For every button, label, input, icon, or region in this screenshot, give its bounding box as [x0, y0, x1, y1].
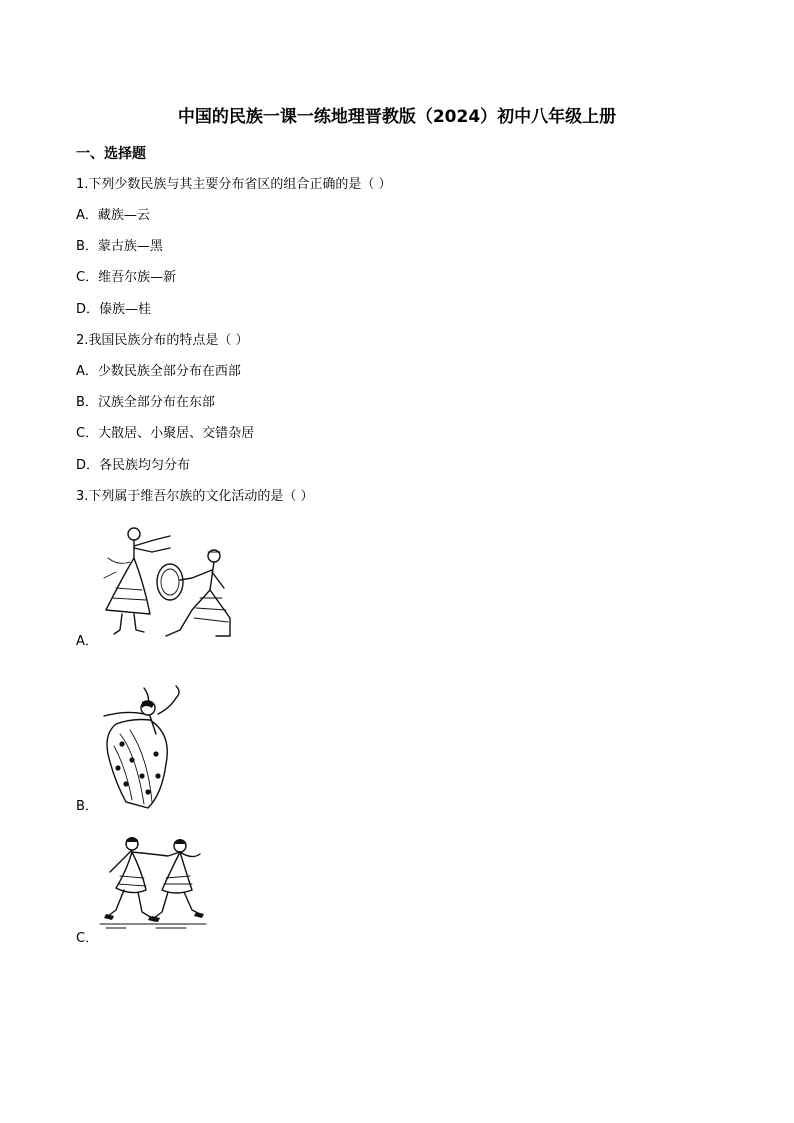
- question-1-option-c: C．维吾尔族—新: [76, 270, 177, 285]
- section-heading: 一、选择题: [76, 146, 146, 162]
- group-dancers-illustration: [96, 832, 210, 932]
- question-3-option-a-label: A．: [76, 634, 98, 649]
- question-1-option-a: A．藏族—云: [76, 208, 150, 223]
- question-2-option-a: A．少数民族全部分布在西部: [76, 364, 241, 379]
- page-title: 中国的民族一课一练地理晋教版（2024）初中八年级上册: [177, 107, 617, 127]
- question-1-stem: 1.下列少数民族与其主要分布省区的组合正确的是（ ）: [76, 177, 392, 192]
- question-2-option-c: C．大散居、小聚居、交错杂居: [76, 426, 255, 441]
- question-3-option-c-label: C．: [76, 931, 99, 946]
- question-3-stem: 3.下列属于维吾尔族的文化活动的是（ ）: [76, 489, 314, 504]
- question-1-option-d: D．傣族—桂: [76, 302, 152, 317]
- question-2-stem: 2.我国民族分布的特点是（ ）: [76, 333, 249, 348]
- tambourine-dancers-illustration: [96, 518, 238, 644]
- question-3-option-b-label: B．: [76, 799, 98, 814]
- question-2-option-d: D．各民族均匀分布: [76, 458, 191, 473]
- peacock-dance-illustration: [96, 684, 192, 810]
- question-2-option-b: B．汉族全部分布在东部: [76, 395, 215, 410]
- question-1-option-b: B．蒙古族—黑: [76, 239, 163, 254]
